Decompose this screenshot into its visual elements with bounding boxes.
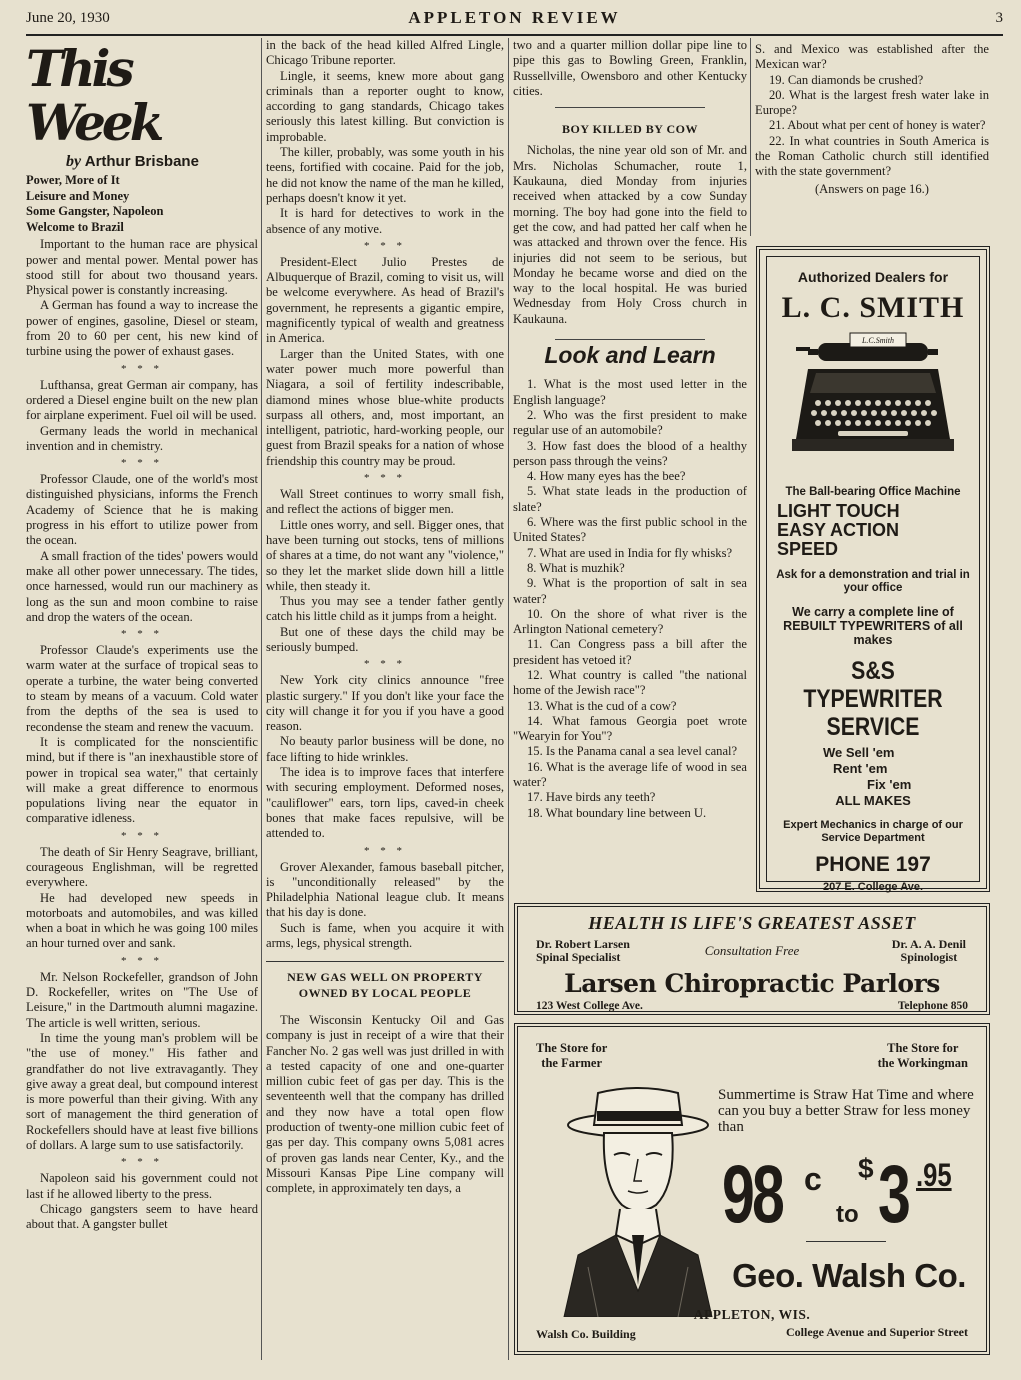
ad-authorized: Authorized Dealers for	[797, 269, 949, 285]
lc-smith-ad	[756, 246, 990, 892]
price-low: 98	[722, 1149, 782, 1240]
quiz-question: 2. Who was the first president to make regular use of an automobile?	[513, 407, 747, 438]
paragraph: No beauty parlor business will be done, no face lifting to hide wrinkles.	[266, 734, 504, 764]
column-three	[513, 38, 747, 898]
byline	[66, 154, 258, 169]
paragraph: Mr. Nelson Rockefeller, grandson of John D. Rockefeller, writes on "The Use of Leisure," in the Dartmouth alumni magazine. The article is well written, serious.	[26, 969, 258, 1030]
quiz-question: 16. What is the average life of wood in sea water?	[513, 759, 747, 790]
topics-list	[26, 173, 258, 235]
paragraph: New York city clinics announce "free plastic surgery." If you don't like your face the city will change it for you if you have a good reason.	[266, 673, 504, 734]
walsh-building: Walsh Co. Building	[536, 1327, 636, 1341]
byline-by: by	[66, 153, 82, 170]
this-week-logo: This Week	[26, 39, 161, 152]
paragraph: President-Elect Julio Prestes de Albuquerque of Brazil, coming to visit us, will be welcome everywhere. As head of Brazil's government, he represents a gigantic empire, magnificently typical of wealth and greatness in America.	[266, 254, 504, 346]
quiz-question: 3. How fast does the blood of a healthy person pass through the veins?	[513, 438, 747, 468]
larsen-headline: HEALTH IS LIFE'S GREATEST ASSET	[588, 913, 916, 933]
feature-item: SPEED	[777, 539, 839, 559]
walsh-name: Geo. Walsh Co.	[732, 1257, 966, 1294]
quiz-question: 19. Can diamonds be crushed?	[769, 72, 924, 87]
publication-title: APPLETON REVIEW	[408, 8, 621, 27]
quiz-question: 20. What is the largest fresh water lake in Europe?	[755, 87, 989, 118]
column-four	[755, 42, 989, 236]
paragraph: But one of these days the child may be seriously bumped.	[266, 624, 504, 654]
quiz-question: S. and Mexico was established after the Mexican war?	[755, 42, 989, 72]
quiz-question: 17. Have birds any teeth?	[527, 790, 656, 805]
section-rule	[555, 339, 705, 340]
walsh-city: APPLETON, WIS.	[693, 1307, 811, 1322]
paragraph: Lingle, it seems, knew more about gang criminals than a reporter ought to know, according to gang standards, Chicago takes seriously this latest killing. But conviction is improbable.	[266, 68, 504, 144]
ad-rebuilt: We carry a complete line of REBUILT TYPEWRITERS of all makes	[783, 605, 963, 647]
machine-label: L.C.Smith	[861, 336, 895, 345]
doctor-title: Spinal Specialist	[536, 950, 621, 964]
paragraph: In time the young man's problem will be "the use of money." His father and grandfather do not live extravagantly. They give away a great deal, but compound interest is more powerful than their giving. With any sort of management the third generation of Rockefellers should have at least five billions of dollars. A large sum to use satisfactorily.	[26, 1030, 258, 1153]
paragraph: Napoleon said his government could not last if he allowed liberty to the press.	[26, 1171, 258, 1201]
separator-stars: * * *	[121, 1156, 163, 1169]
larsen-consultation: Consultation Free	[704, 943, 800, 958]
fix-line: Fix 'em	[867, 777, 912, 792]
quiz-question: 11. Can Congress pass a bill after the president has vetoed it?	[513, 637, 747, 667]
quiz-question: 22. In what countries in South America is the Roman Catholic church still identified with the state government?	[755, 133, 989, 179]
quiz-question: 21. About what per cent of honey is water?	[769, 118, 986, 133]
paragraph: The Wisconsin Kentucky Oil and Gas company is just in receipt of a wire that their Fancher No. 2 gas well was just drilled in with a tested capacity of one and one-quarter million cubic feet of gas per day. This is the seventeenth well that the company has drilled and they now have a total open flow production of twenty-one million cubic feet of gas per day. This company owns 5,081 acres of proven gas lands near Center, Ky., and the Missouri Kansas Pipe Line company will complete, in approximately ten days, a	[266, 1012, 504, 1196]
topic-item: Power, More of It	[26, 173, 120, 188]
paragraph: Professor Claude, one of the world's most distinguished physicians, informs the French Academy of Science that he is making progress in his effort to utilize power from the ocean.	[26, 472, 258, 548]
farmer-line-2: the Farmer	[541, 1056, 603, 1070]
price-low-cents: c	[804, 1161, 822, 1197]
straw-hat-man-illustration	[558, 1085, 718, 1317]
quiz-question: 8. What is muzhik?	[527, 560, 625, 575]
paragraph: The death of Sir Henry Seagrave, brilliant, courageous Englishman, will be regretted everywhere.	[26, 844, 258, 890]
answers-note: (Answers on page 16.)	[814, 181, 929, 196]
topic-item: Welcome to Brazil	[26, 219, 124, 234]
ad-sell-rent-fix	[767, 745, 979, 809]
separator-stars: * * *	[121, 829, 163, 842]
walsh-copy: Summertime is Straw Hat Time and where can you buy a better Straw for less money than	[718, 1087, 974, 1135]
separator-stars: * * *	[364, 844, 406, 857]
workingman-line-1: The Store for	[887, 1041, 959, 1055]
section-rule	[266, 961, 504, 962]
header-rule	[26, 34, 1003, 36]
quiz-question: 14. What famous Georgia poet wrote "Wearyin for You"?	[513, 713, 747, 744]
separator-stars: * * *	[121, 457, 163, 470]
paragraph: Thus you may see a tender father gently catch his little child as it jumps from a height.	[266, 594, 504, 624]
walsh-price	[718, 1149, 978, 1247]
larsen-phone: Telephone 850	[897, 1000, 968, 1012]
quiz-question: 1. What is the most used letter in the English language?	[513, 377, 747, 407]
quiz-question: 9. What is the proportion of salt in sea water?	[513, 576, 747, 606]
topic-item: Leisure and Money	[26, 188, 130, 203]
quiz-question: 10. On the shore of what river is the Arlington National cemetery?	[513, 606, 747, 637]
paragraph: Little ones worry, and sell. Bigger ones, that have been turning out stocks, tens of millions of shares at a time, do not want any "violence," so they let the market slide down hill a little while, then steady it.	[266, 517, 504, 593]
sell-line: We Sell 'em	[823, 745, 895, 760]
paragraph: Important to the human race are physical power and mental power. Mental power has stood still for about two thousand years. Physical power is constantly increasing.	[26, 237, 258, 298]
separator-stars: * * *	[364, 658, 406, 671]
quiz-question: 6. Where was the first public school in the United States?	[513, 515, 747, 545]
feature-item: LIGHT TOUCH	[777, 501, 900, 521]
paragraph: two and a quarter million dollar pipe line to pipe this gas to Bowling Green, Franklin, Russellville, Owensboro and other Kentucky cities.	[513, 38, 747, 98]
quiz-question: 13. What is the cud of a cow?	[527, 698, 677, 713]
larsen-name: Larsen Chiropractic Parlors	[564, 969, 940, 998]
page-number: 3	[995, 10, 1003, 26]
paragraph: It is complicated for the nonscientific mind, but if there is "an inexhaustible store of power in tropical sea water," that certainly will make a great difference to enormous populations living near the equator in comparative idleness.	[26, 734, 258, 826]
quiz-question: 4. How many eyes has the bee?	[527, 469, 686, 484]
paragraph: Nicholas, the nine year old son of Mr. and Mrs. Nicholas Schumacher, route 1, Kaukauna, died Monday from injuries received when attacked by a cow Sunday morning. The boy had gone into the field to get the cow, and had patted her calf when he was attacked and thrown over the fence. His injuries did not seem to be serious, but Monday he became worse and died on the way to the local hospital. He was buried Wednesday from Holy Cross church in Kaukauna.	[513, 143, 747, 326]
feature-item: EASY ACTION	[777, 520, 900, 540]
quiz-question: 7. What are used in India for fly whisks?	[527, 545, 733, 560]
paragraph: Wall Street continues to worry small fish, and reflect the actions of bigger men.	[266, 487, 504, 517]
byline-name: Arthur Brisbane	[84, 153, 199, 170]
boy-killed-heading: BOY KILLED BY COW	[562, 122, 698, 137]
walsh-workingman	[878, 1041, 968, 1071]
walsh-co-ad	[514, 1023, 990, 1355]
column-rule-2	[508, 38, 509, 1360]
paragraph: A German has found a way to increase the power of engines, gasoline, Diesel or steam, from 20 to 60 per cent, his new kind of turbine using the power of exhaust gases.	[26, 298, 258, 359]
ad-address: 207 E. College Ave.	[822, 881, 924, 893]
separator-stars: * * *	[364, 239, 406, 252]
doctor-name: Dr. A. A. Denil	[891, 937, 966, 951]
ad-experts: Expert Mechanics in charge of our Service Department	[783, 819, 963, 844]
separator-stars: * * *	[364, 472, 406, 485]
price-high-cents: .95	[916, 1157, 952, 1193]
price-dollar: $	[858, 1153, 874, 1184]
price-to: to	[836, 1201, 859, 1228]
paragraph: Germany leads the world in mechanical invention and in chemistry.	[26, 423, 258, 453]
doctor-title: Spinologist	[900, 950, 958, 964]
walsh-rule	[806, 1241, 886, 1242]
ad-tagline: The Ball-bearing Office Machine	[785, 486, 961, 498]
paragraph: He had developed new speeds in motorboats and automobiles, and was killed when a boat in which he was going 100 miles an hour turned over and sank.	[26, 890, 258, 951]
paragraph: Larger than the United States, with one water power much more powerful than Niagara, a soil of fertility indescribable, diamond mines whose blue-white products surpass all others, and, most important, an intelligent, patriotic, hard-working people, our guest from Brazil speaks for a nation of whose friendship this country may be proud.	[266, 346, 504, 468]
paragraph: Lufthansa, great German air company, has ordered a Diesel engine built on the new plan for airplane experiment. Fuel oil will be used.	[26, 377, 258, 423]
quiz-question: 15. Is the Panama canal a sea level canal?	[527, 744, 738, 759]
typewriter-illustration	[788, 329, 958, 479]
separator-stars: * * *	[121, 362, 163, 375]
paragraph: A small fraction of the tides' powers would make all other power unnecessary. The tides, once harnessed, would run our machinery as long as the sun and moon combine to raise and drop the waters of the ocean.	[26, 548, 258, 624]
larsen-doctors	[518, 936, 986, 970]
issue-date: June 20, 1930	[26, 10, 110, 26]
separator-stars: * * *	[121, 954, 163, 967]
ad-features	[767, 502, 979, 559]
paragraph: Such is fame, when you acquire it with arms, legs, physical strength.	[266, 920, 504, 951]
paragraph: Chicago gangsters seem to have heard about that. A gangster bullet	[26, 1201, 258, 1232]
column-two	[266, 38, 504, 1368]
section-rule	[555, 107, 705, 108]
rent-line: Rent 'em	[833, 761, 888, 776]
paragraph: The killer, probably, was some youth in his teens, fortified with cocaine. Paid for the job, he did not know the name of the man he killed, perhaps doesn't know it yet.	[266, 145, 504, 205]
doctor-name: Dr. Robert Larsen	[536, 937, 630, 951]
column-rule-3	[750, 38, 751, 236]
farmer-line-1: The Store for	[536, 1041, 608, 1055]
ad-service-name: S&S TYPEWRITER	[803, 657, 943, 713]
paragraph: Professor Claude's experiments use the warm water at the surface of tropical seas to operate a turbine, the water being converted to steam by means of a vacuum. Cold water from the depths of the sea is used to recondense the steam and renew the vacuum.	[26, 643, 258, 734]
all-makes: ALL MAKES	[835, 793, 911, 808]
ad-phone: PHONE 197	[815, 853, 931, 876]
ad-service-name-2: SERVICE	[826, 713, 920, 741]
column-rule-1	[261, 38, 262, 1360]
workingman-line-2: the Workingman	[877, 1056, 968, 1070]
quiz-question: 5. What state leads in the production of slate?	[513, 484, 747, 514]
larsen-right	[892, 938, 966, 964]
walsh-farmer	[536, 1041, 607, 1071]
larsen-chiropractic-ad	[514, 903, 990, 1015]
paragraph: The idea is to improve faces that interfere with securing employment. Deformed noses, "cauliflower" ears, torn lips, caved-in cheek bones that make faces repulsive, will be attended to.	[266, 765, 504, 841]
ad-brand: L. C. SMITH	[781, 291, 965, 324]
paragraph: Grover Alexander, famous baseball pitcher, is "unconditionally released" by the Philadelphia National league club. It means that his day is done.	[266, 859, 504, 920]
gas-well-heading-2: OWNED BY LOCAL PEOPLE	[298, 985, 472, 1000]
larsen-footer	[518, 998, 986, 1014]
look-and-learn-title: Look and Learn	[544, 342, 716, 369]
column-this-week	[26, 38, 258, 1368]
page-header	[26, 6, 1003, 34]
walsh-street: College Avenue and Superior Street	[786, 1325, 968, 1339]
paragraph: It is hard for detectives to work in the absence of any motive.	[266, 206, 504, 236]
quiz-question: 12. What country is called "the national home of the Jewish race"?	[513, 667, 747, 698]
price-high: 3	[878, 1149, 911, 1240]
paragraph: in the back of the head killed Alfred Lingle, Chicago Tribune reporter.	[266, 38, 504, 68]
ad-demo: Ask for a demonstration and trial in your office	[776, 569, 970, 594]
quiz-question: 18. What boundary line between U.	[527, 805, 707, 820]
separator-stars: * * *	[121, 628, 163, 641]
larsen-address: 123 West College Ave.	[536, 1000, 643, 1012]
topic-item: Some Gangster, Napoleon	[26, 204, 164, 219]
gas-well-heading: NEW GAS WELL ON PROPERTY	[287, 970, 483, 985]
